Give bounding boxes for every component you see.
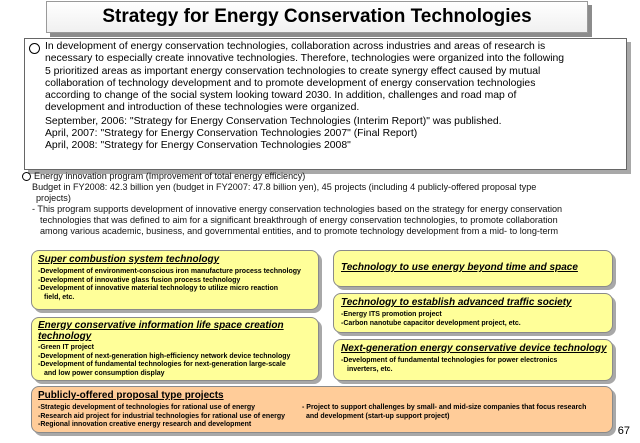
box-title: technology <box>38 331 92 342</box>
box-item: and development (start-up support project) <box>306 412 450 420</box>
box-item: and low power consumption display <box>44 369 165 377</box>
box-item: inverters, etc. <box>347 365 393 373</box>
date-line: April, 2008: "Strategy for Energy Conservation Technologies 2008" <box>45 140 351 152</box>
page-title: Strategy for Energy Conservation Technologies <box>102 6 532 27</box>
box-item: -Energy ITS promotion project <box>341 311 442 318</box>
box-item: -Development of fundamental technologies for power electronics <box>341 357 558 364</box>
box-item: -Development of innovative glass fusion process technology <box>38 276 241 284</box>
program-heading: Energy innovation program (Improvement of total energy efficiency) <box>34 171 306 181</box>
box-item: -Green IT project <box>38 344 95 351</box>
box-item: -Strategic development of technologies for rational use of energy <box>38 404 256 411</box>
title-banner <box>46 1 594 34</box>
publicly-offered-box <box>31 386 613 433</box>
box-title: Publicly-offered proposal type projects <box>38 390 224 401</box>
super-combustion-box <box>31 250 319 310</box>
date-line: September, 2006: "Strategy for Energy Conservation Technologies (Interim Report)" was published. <box>45 115 502 127</box>
program-desc-line: - This program supports development of innovative energy conservation technologies based on the strategy for energy conservation <box>32 204 563 214</box>
intro-line: development and introduction of these technologies were organized. <box>45 102 360 114</box>
box-title: Technology to establish advanced traffic society <box>341 297 572 308</box>
intro-line: necessary to especially create innovative technologies. Therefore, technologies were organized into the following <box>45 53 565 65</box>
intro-line: collaboration of technology development and to promote development of energy conservation technologies <box>45 77 536 89</box>
budget-line: projects) <box>36 193 71 203</box>
advanced-traffic-box <box>333 293 613 333</box>
intro-line: In development of energy conservation technologies, collaboration across industries and areas of research is <box>45 41 546 52</box>
beyond-time-space-box <box>333 250 613 287</box>
intro-line: 5 prioritized areas as important energy conservation technologies to create synergy effect caused by mutual <box>45 65 541 77</box>
box-title: Next-generation energy conservative device technology <box>341 343 607 354</box>
date-line: April, 2007: "Strategy for Energy Conservation Technologies 2007" (Final Report) <box>45 128 418 140</box>
box-item: -Regional innovation creative energy research and development <box>38 421 252 428</box>
intro-box <box>24 38 627 170</box>
budget-line: Budget in FY2008: 42.3 billion yen (budget in FY2007: 47.8 billion yen), 45 projects (including 4 publicly-offered proposal type <box>32 182 537 192</box>
box-item: -Development of next-generation high-efficiency network device technology <box>38 352 291 360</box>
page-number: 67 <box>617 425 630 437</box>
box-title: Super combustion system technology <box>38 254 220 265</box>
box-item: -Development of environment-conscious iron manufacture process technology <box>38 268 301 275</box>
next-gen-device-box <box>333 339 613 381</box>
box-item: -Research aid project for industrial technologies for rational use of energy <box>38 412 285 420</box>
box-item: -Development of innovative material technology to utilize micro reaction <box>38 285 278 292</box>
info-life-space-box <box>31 317 319 381</box>
box-item: - Project to support challenges by small- and mid-size companies that focus research <box>302 404 587 411</box>
program-desc-line: technologies that was defined to aim for a significant breakthrough of energy conservation technologies, to promote collaboration <box>40 215 558 225</box>
box-item: -Carbon nanotube capacitor development project, etc. <box>341 319 521 327</box>
intro-paragraph <box>45 41 621 153</box>
program-desc-line: among various academic, business, and governmental entities, and to promote technology development from a mid- to long-term <box>40 226 559 236</box>
intro-line: according to change of the social system looking toward 2030. In addition, challenges and road map of <box>45 90 517 102</box>
box-item: field, etc. <box>44 293 75 301</box>
circle-bullet-icon <box>29 43 40 54</box>
box-title: Technology to use energy beyond time and space <box>341 262 578 273</box>
box-title: Energy conservative information life space creation <box>38 320 284 331</box>
circle-bullet-icon <box>22 172 31 181</box>
box-item: -Development of fundamental technologies for next-generation large-scale <box>38 361 286 368</box>
